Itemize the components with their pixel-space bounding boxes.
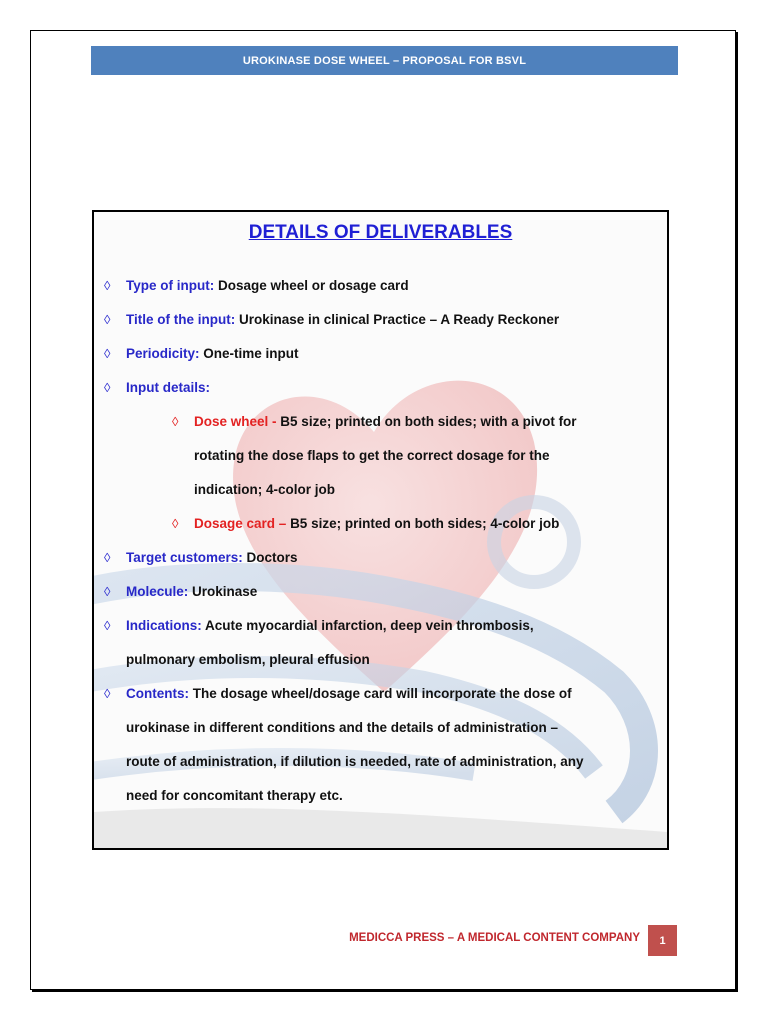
target-label: Target customers: [126,550,243,565]
input-details-label: Input details: [126,380,210,395]
indications-label: Indications: [126,618,202,633]
diamond-bullet-icon: ◊ [104,618,111,633]
row-target-customers [104,550,298,565]
type-value: Dosage wheel or dosage card [218,278,409,293]
diamond-bullet-icon: ◊ [104,380,111,395]
diamond-bullet-icon: ◊ [104,312,111,327]
diamond-bullet-icon: ◊ [172,516,179,531]
contents-line4: need for concomitant therapy etc. [126,788,343,803]
molecule-label: Molecule: [126,584,189,599]
row-periodicity [104,346,299,361]
diamond-bullet-icon: ◊ [104,278,111,293]
dose-wheel-line2: rotating the dose flaps to get the correct dosage for the [194,448,550,463]
contents-line3: route of administration, if dilution is needed, rate of administration, any [126,754,584,769]
target-value: Doctors [246,550,298,565]
type-label: Type of input: [126,278,215,293]
footer-company: MEDICCA PRESS – A MEDICAL CONTENT COMPANY [349,932,640,944]
periodicity-value: One-time input [203,346,299,361]
page-number: 1 [648,925,677,956]
row-input-details [104,380,210,395]
diamond-bullet-icon: ◊ [104,686,111,701]
diamond-bullet-icon: ◊ [172,414,179,429]
header-title: UROKINASE DOSE WHEEL – PROPOSAL FOR BSVL [242,54,527,67]
row-dose-wheel [172,414,577,429]
dosage-card-label: Dosage card – [194,516,287,531]
periodicity-label: Periodicity: [126,346,200,361]
contents-line1: The dosage wheel/dosage card will incorporate the dose of [192,686,572,701]
row-dosage-card [172,516,559,531]
row-contents [104,686,572,701]
indications-line1: Acute myocardial infarction, deep vein thrombosis, [205,618,534,633]
dosage-card-value: B5 size; printed on both sides; 4-color job [290,516,560,531]
deliverables-box [92,210,669,850]
contents-label: Contents: [126,686,189,701]
row-type-of-input [104,278,409,293]
row-molecule [104,584,257,599]
dose-wheel-label: Dose wheel - [194,414,277,429]
title-label: Title of the input: [126,312,236,327]
diamond-bullet-icon: ◊ [104,550,111,565]
molecule-value: Urokinase [192,584,258,599]
deliverables-title: DETAILS OF DELIVERABLES [248,222,513,243]
indications-line2: pulmonary embolism, pleural effusion [126,652,370,667]
dose-wheel-line3: indication; 4-color job [194,482,335,497]
header-band [91,46,678,75]
row-indications [104,618,534,633]
diamond-bullet-icon: ◊ [104,346,111,361]
dose-wheel-line1: B5 size; printed on both sides; with a pivot for [280,414,577,429]
contents-line2: urokinase in different conditions and the details of administration – [126,720,559,735]
row-title-of-input [104,312,559,327]
title-value: Urokinase in clinical Practice – A Ready Reckoner [239,312,560,327]
diamond-bullet-icon: ◊ [104,584,111,599]
